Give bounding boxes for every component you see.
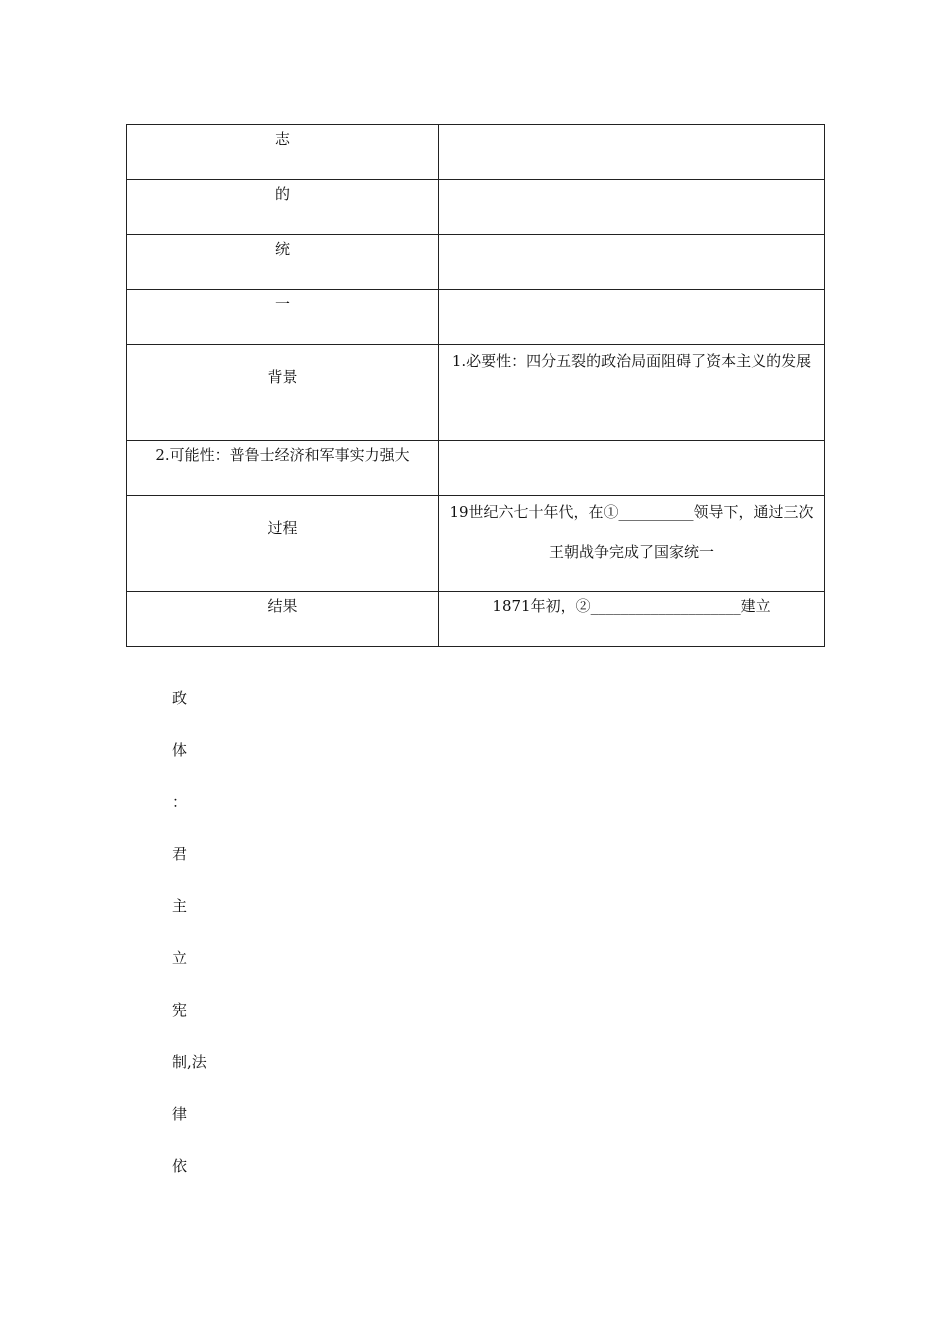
row-label-possibility: 2.可能性：普鲁士经济和军事实力强大 — [127, 441, 439, 496]
table-row — [127, 125, 825, 180]
row-label: 统 — [127, 235, 439, 290]
vertical-char: 体 — [172, 741, 188, 759]
vertical-text-column — [172, 684, 252, 1204]
row-label: 一 — [127, 290, 439, 345]
row-label: 的 — [127, 180, 439, 235]
row-label-process: 过程 — [127, 496, 439, 592]
row-content — [439, 180, 825, 235]
vertical-char: 依 — [172, 1157, 188, 1175]
vertical-char: 宪 — [172, 1001, 188, 1019]
row-content — [439, 441, 825, 496]
table-row — [127, 235, 825, 290]
row-content-result: 1871年初，②____________________建立 — [439, 592, 825, 647]
table-row-result — [127, 592, 825, 647]
row-content — [439, 235, 825, 290]
table-row-possibility — [127, 441, 825, 496]
row-content-process: 19世纪六七十年代，在①__________领导下，通过三次王朝战争完成了国家统一 — [439, 496, 825, 592]
vertical-char: 君 — [172, 845, 188, 863]
vertical-char: 律 — [172, 1105, 188, 1123]
vertical-char: 政 — [172, 689, 188, 707]
row-label-background: 背景 — [127, 345, 439, 441]
vertical-char: 制,法 — [172, 1053, 207, 1071]
table-row-background — [127, 345, 825, 441]
table-row-process — [127, 496, 825, 592]
vertical-char: 立 — [172, 949, 188, 967]
table-row — [127, 180, 825, 235]
row-content-necessity: 1.必要性：四分五裂的政治局面阻碍了资本主义的发展 — [439, 345, 825, 441]
vertical-char: 主 — [172, 897, 188, 915]
row-content — [439, 125, 825, 180]
vertical-char: ： — [172, 793, 188, 811]
table-row — [127, 290, 825, 345]
row-label: 志 — [127, 125, 439, 180]
row-label-result: 结果 — [127, 592, 439, 647]
history-table — [126, 124, 825, 647]
row-content — [439, 290, 825, 345]
